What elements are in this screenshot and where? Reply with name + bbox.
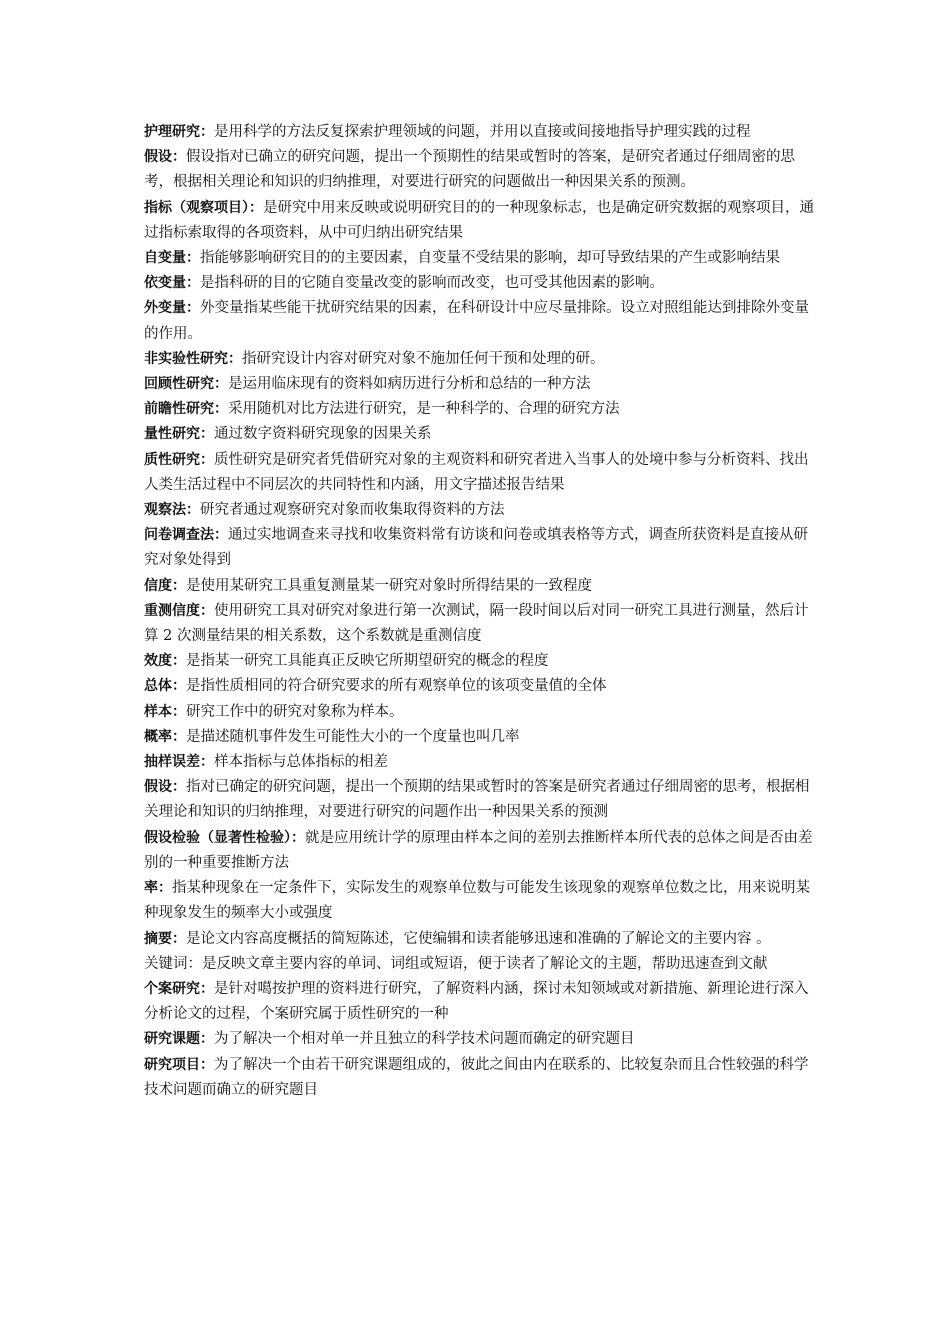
term-separator: ： xyxy=(200,451,214,468)
term-label: 假设检验（显著性检验） xyxy=(144,829,291,846)
document-body xyxy=(144,120,819,1103)
term-label: 量性研究 xyxy=(144,426,200,443)
definition-text: 采用随机对比方法进行研究，是一种科学的、合理的研究方法 xyxy=(228,401,620,418)
term-label: 假设 xyxy=(144,149,172,166)
term-label: 信度 xyxy=(144,577,172,594)
definition-entry xyxy=(144,120,819,145)
term-label: 研究课题 xyxy=(144,1031,200,1048)
term-separator: ： xyxy=(172,678,186,695)
term-separator: ： xyxy=(200,124,214,140)
term-separator: ： xyxy=(200,1031,214,1048)
term-label: 摘要 xyxy=(144,930,172,947)
definition-entry xyxy=(144,347,819,372)
definition-text: 是运用临床现有的资料如病历进行分析和总结的一种方法 xyxy=(228,376,591,393)
definition-text: 是指性质相同的符合研究要求的所有观察单位的该项变量值的全体 xyxy=(186,678,607,695)
term-separator: ： xyxy=(291,829,305,846)
term-separator: ： xyxy=(172,577,186,594)
definition-entry xyxy=(144,372,819,397)
term-separator: ： xyxy=(172,779,186,796)
definition-text: 就是应用统计学的原理由样本之间的差别去推断样本所代表的总体之间是否由差别的一种重要推断方法 xyxy=(144,829,813,871)
definition-entry xyxy=(144,674,819,699)
term-separator: ： xyxy=(200,754,214,771)
definition-entry xyxy=(144,397,819,422)
term-label: 回顾性研究 xyxy=(144,376,214,393)
term-separator: ： xyxy=(186,250,200,267)
definition-entry xyxy=(144,574,819,599)
definition-entry xyxy=(144,523,819,573)
definition-entry xyxy=(144,422,819,447)
term-label: 抽样误差 xyxy=(144,754,200,771)
term-separator: ： xyxy=(172,149,186,166)
term-separator: ： xyxy=(200,426,214,443)
term-separator: ： xyxy=(172,703,186,720)
definition-entry xyxy=(144,498,819,523)
definition-text: 是研究中用来反映或说明研究目的的一种现象标志，也是确定研究数据的观察项目，通过指标索取得的各项资料，从中可归纳出研究结果 xyxy=(144,199,814,241)
term-separator: ： xyxy=(187,955,202,972)
definition-entry xyxy=(144,750,819,775)
term-label: 自变量 xyxy=(144,250,186,267)
definition-text: 是指科研的目的它随自变量改变的影响而改变，也可受其他因素的影响。 xyxy=(200,275,664,292)
definition-text: 外变量指某些能干扰研究结果的因素，在科研设计中应尽量排除。设立对照组能达到排除外变量的作用。 xyxy=(144,300,809,342)
term-separator: ： xyxy=(214,376,228,393)
definition-text: 指对已确定的研究问题，提出一个预期的结果或暂时的答案是研究者通过仔细周密的思考，根据相关理论和知识的归纳推理，对要进行研究的问题作出一种因果关系的预测 xyxy=(144,779,810,821)
definition-entry xyxy=(144,952,819,977)
term-label: 非实验性研究 xyxy=(144,350,228,367)
definition-text: 指某种现象在一定条件下，实际发生的观察单位数与可能发生该现象的观察单位数之比，用来说明某种现象发生的频率大小或强度 xyxy=(144,880,810,922)
definition-text: 指能够影响研究目的的主要因素，自变量不受结果的影响，却可导致结果的产生或影响结果 xyxy=(200,250,780,267)
definition-text: 研究者通过观察研究对象而收集取得资料的方法 xyxy=(200,502,505,519)
definition-entry xyxy=(144,775,819,825)
definition-text: 为了解决一个由若干研究课题组成的，彼此之间由内在联系的、比较复杂而且合性较强的科学技术问题而确立的研究题目 xyxy=(144,1056,809,1098)
term-separator: ： xyxy=(200,602,214,619)
term-separator: ： xyxy=(186,300,200,317)
term-label: 概率 xyxy=(144,728,172,745)
term-label: 关键词 xyxy=(144,955,188,972)
term-label: 问卷调查法 xyxy=(144,527,214,544)
definition-entry xyxy=(144,1027,819,1052)
term-separator: ： xyxy=(249,199,263,216)
term-separator: ： xyxy=(172,728,186,745)
definition-entry xyxy=(144,448,819,498)
term-label: 质性研究 xyxy=(144,451,200,468)
definition-entry xyxy=(144,145,819,195)
definition-text: 研究工作中的研究对象称为样本。 xyxy=(186,703,404,720)
term-label: 外变量 xyxy=(144,300,186,317)
definition-entry xyxy=(144,700,819,725)
definition-text: 样本指标与总体指标的相差 xyxy=(214,754,388,771)
definition-text: 指研究设计内容对研究对象不施加任何干预和处理的研。 xyxy=(242,350,605,367)
definition-text: 是针对噶按护理的资料进行研究，了解资料内涵，探讨未知领域或对新措施、新理论进行深入分析论文的过程，个案研究属于质性研究的一种 xyxy=(144,980,809,1023)
term-label: 重测信度 xyxy=(144,602,200,619)
definition-entry xyxy=(144,196,819,246)
term-label: 观察法 xyxy=(144,502,186,519)
term-separator: ： xyxy=(200,980,214,997)
definition-text: 为了解决一个相对单一并且独立的科学技术问题而确定的研究题目 xyxy=(214,1031,635,1048)
definition-entry xyxy=(144,977,819,1027)
definition-entry xyxy=(144,927,819,952)
term-separator: ： xyxy=(228,350,242,367)
term-separator: ： xyxy=(172,930,186,947)
definition-entry xyxy=(144,876,819,926)
term-separator: ： xyxy=(172,653,186,670)
term-separator: ： xyxy=(158,880,172,897)
definition-entry xyxy=(144,826,819,876)
definition-text: 是描述随机事件发生可能性大小的一个度量也叫几率 xyxy=(186,728,520,745)
term-label: 总体 xyxy=(144,678,172,695)
definition-entry xyxy=(144,296,819,346)
definition-text: 是反映文章主要内容的单词、词组或短语，便于读者了解论文的主题，帮助迅速查到文献 xyxy=(202,955,768,972)
term-label: 率 xyxy=(144,880,158,897)
definition-entry xyxy=(144,599,819,649)
definition-text: 假设指对已确立的研究问题，提出一个预期性的结果或暂时的答案，是研究者通过仔细周密的思考，根据相关理论和知识的归纳推理，对要进行研究的问题做出一种因果关系的预测。 xyxy=(144,149,795,191)
definition-text: 通过实地调查来寻找和收集资料常有访谈和问卷或填表格等方式，调查所获资料是直接从研究对象处得到 xyxy=(144,527,808,569)
term-label: 前瞻性研究 xyxy=(144,401,214,418)
term-separator: ： xyxy=(214,527,228,544)
definition-entry xyxy=(144,725,819,750)
definition-entry xyxy=(144,271,819,296)
term-separator: ： xyxy=(186,502,200,519)
definition-text: 是指某一研究工具能真正反映它所期望研究的概念的程度 xyxy=(186,653,549,670)
term-separator: ： xyxy=(214,401,228,418)
term-separator: ： xyxy=(200,1056,214,1073)
term-label: 样本 xyxy=(144,703,172,720)
term-label: 个案研究 xyxy=(144,980,200,997)
term-label: 护理研究 xyxy=(144,124,200,140)
term-label: 依变量 xyxy=(144,275,186,292)
definition-text: 是论文内容高度概括的简短陈述，它使编辑和读者能够迅速和准确的了解论文的主要内容 。 xyxy=(186,930,771,947)
definition-entry xyxy=(144,1053,819,1103)
definition-text: 是用科学的方法反复探索护理领域的问题，并用以直接或间接地指导护理实践的过程 xyxy=(214,124,751,140)
definition-text: 使用研究工具对研究对象进行第一次测试，隔一段时间以后对同一研究工具进行测量，然后计算 2 次测量结果的相关系数，这个系数就是重测信度 xyxy=(144,602,809,645)
definition-text: 是使用某研究工具重复测量某一研究对象时所得结果的一致程度 xyxy=(186,577,592,594)
definition-entry xyxy=(144,649,819,674)
definition-text: 通过数字资料研究现象的因果关系 xyxy=(214,426,432,443)
term-label: 效度 xyxy=(144,653,172,670)
term-label: 假设 xyxy=(144,779,172,796)
definition-text: 质性研究是研究者凭借研究对象的主观资料和研究者进入当事人的处境中参与分析资料、找出人类生活过程中不同层次的共同特性和内涵，用文字描述报告结果 xyxy=(144,451,809,493)
term-label: 研究项目 xyxy=(144,1056,200,1073)
term-separator: ： xyxy=(186,275,200,292)
term-label: 指标（观察项目） xyxy=(144,199,249,216)
definition-entry xyxy=(144,246,819,271)
